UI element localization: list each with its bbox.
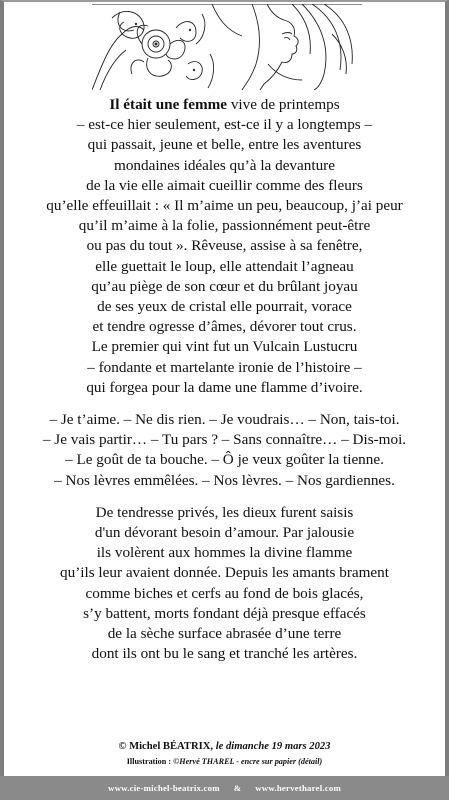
poem-line: de la sèche surface abrasée d’une terre [107,625,342,643]
ink-illustration [92,4,362,90]
poem-line: qu’elle effeuillait : « Il m’aime un peu, beaucoup, j’ai peur [46,197,403,215]
poem-line: comme biches et cerfs au fond de bois glacés, [85,584,364,602]
poem-line: ils volèrent aux hommes la divine flamme [96,544,353,562]
poem-line: Le premier qui vint fut un Vulcain Lustucru [91,338,358,356]
poem-opening-bold: Il était une femme [109,96,228,113]
poem-line: – Nos lèvres emmêlées. – Nos lèvres. – Nos gardiennes. [54,471,395,489]
poem-line: – Je vais partir… – Tu pars ? – Sans connaître… – Dis-moi. [42,431,407,449]
stanza-2 [4,410,445,491]
poem-line: elle guettait le loup, elle attendait l’agneau [95,257,354,275]
author-name: © Michel BÉATRIX, [118,741,216,752]
illustration-credit [4,757,445,766]
poem-line: – Le goût de ta bouche. – Ô je veux goûter la tienne. [65,451,384,469]
footer-bar [0,776,449,800]
poem-line: qu’ils leur avaient donnée. Depuis les amants brament [60,564,389,582]
poem-line: – est-ce hier seulement, est-ce il y a longtemps – [76,116,373,134]
stanza-1 [4,95,445,398]
author-credit [4,741,445,752]
poem-line: qu’il m’aime à la folie, passionnément peut-être [78,217,371,235]
poem-line: ou pas du tout ». Rêveuse, assise à sa fenêtre, [86,237,363,255]
poem-line: mondaines idéales qu’à la devanture [114,156,335,174]
illustration-detail: ©Hervé THAREL - encre sur papier (détail) [173,757,323,766]
poem-line [4,95,445,115]
illustration-label: Illustration : [126,757,174,766]
poem-line: – fondante et martelante ironie de l’histoire – [87,358,362,376]
poem-line: d'un dévorant besoin d’amour. Par jalousie [94,524,355,542]
poem-line: s’y battent, morts fondant déjà presque effacés [83,604,366,622]
website-link-herve-tharel[interactable]: www.hervetharel.com [255,783,341,793]
poem-line: De tendresse privés, les dieux furent saisis [95,503,354,521]
poem-date: le dimanche 19 mars 2023 [215,741,331,752]
poem-line: de ses yeux de cristal elle pourrait, vorace [97,298,352,316]
stanza-3 [4,503,445,665]
poem-line: de la vie elle aimait cueillir comme des fleurs [86,176,363,194]
poem-line: et tendre ogresse d’âmes, dévorer tout crus. [92,318,357,336]
illustration-drawing [92,4,362,90]
poem-line: – Je t’aime. – Ne dis rien. – Je voudrais… – Non, tais-toi. [49,411,400,429]
credits [4,741,445,766]
poem-opening-rest: vive de printemps [227,96,340,113]
poem-text [4,95,445,664]
poem-line: qui forgea pour la dame une flamme d’ivoire. [86,378,363,396]
footer-ampersand: & [233,783,242,793]
poem-line: dont ils ont bu le sang et tranché les artères. [91,645,358,663]
website-link-michel-beatrix[interactable]: www.cie-michel-beatrix.com [108,783,220,793]
poem-line: qui passait, jeune et belle, entre les aventures [87,136,362,154]
poem-line: qu’au piège de son cœur et du brûlant joyau [91,277,358,295]
